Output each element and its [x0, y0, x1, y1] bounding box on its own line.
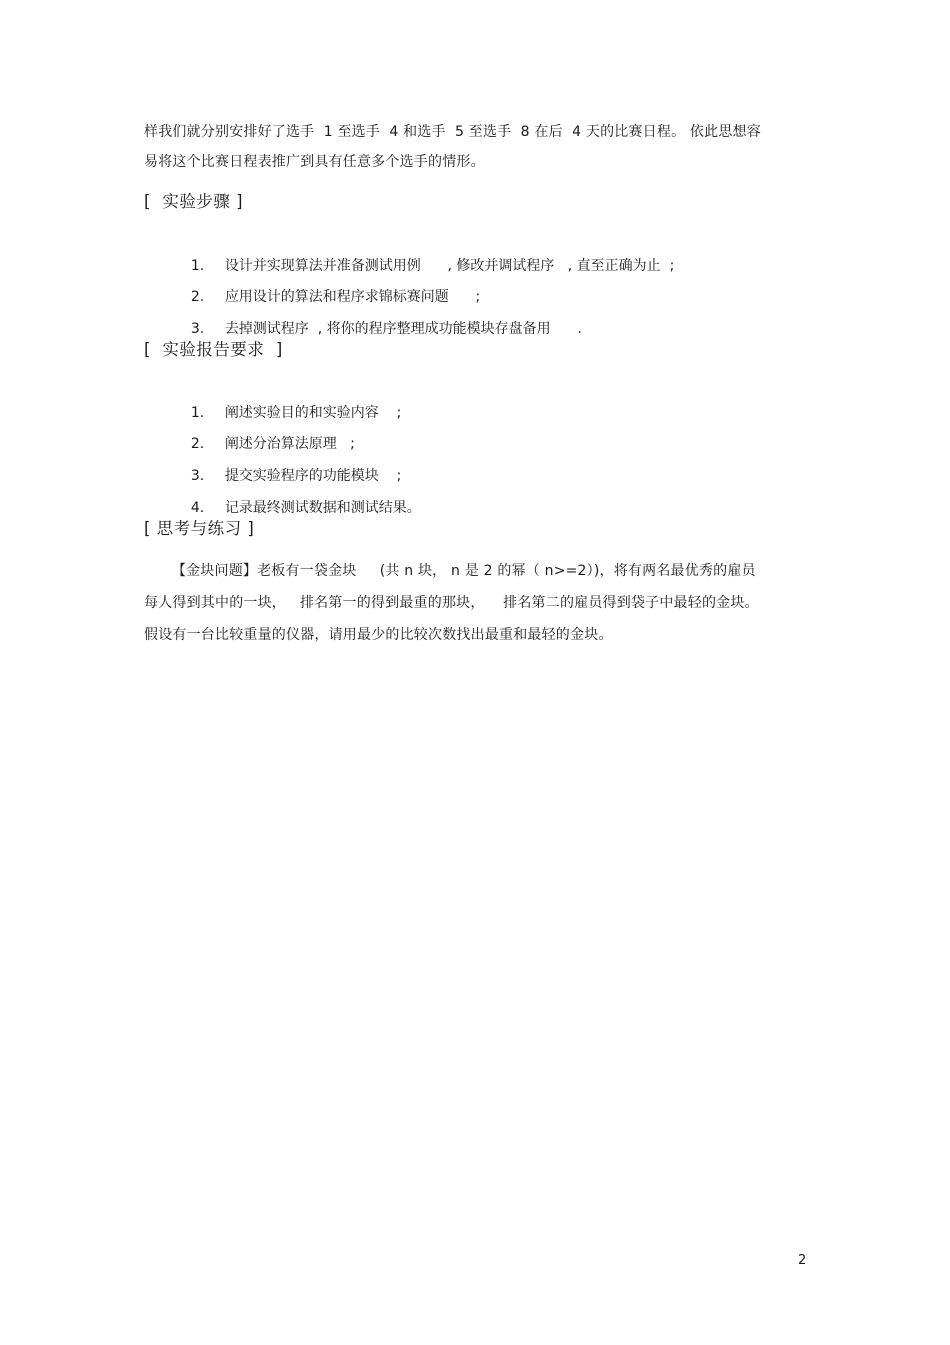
report-item-number: 4.	[190, 500, 205, 516]
exercise-line-3: 假设有一台比较重量的仪器，请用最少的比较次数找出最重和最轻的金块。	[144, 627, 613, 643]
report-heading: [ 实验报告要求 ]	[144, 340, 283, 359]
steps-item-number: 2.	[190, 289, 205, 305]
exercise-line-2: 每人得到其中的一块， 排名第一的得到最重的那块， 排名第二的雇员得到袋子中最轻的金块。	[144, 595, 759, 611]
steps-item-number: 3.	[190, 321, 205, 337]
intro-line-1: 样我们就分别安排好了选手 1 至选手 4 和选手 5 至选手 8 在后 4 天的比赛日程。 依此思想容	[144, 124, 761, 140]
steps-heading: [ 实验步骤 ]	[144, 192, 244, 211]
steps-item-text: 应用设计的算法和程序求锦标赛问题 ;	[224, 289, 481, 305]
steps-item-number: 1.	[190, 258, 205, 274]
steps-item-text: 设计并实现算法并准备测试用例 , 修改并调试程序 , 直至正确为止 ;	[224, 258, 675, 274]
report-item-text: 提交实验程序的功能模块 ;	[224, 468, 402, 484]
steps-item-text: 去掉测试程序 , 将你的程序整理成功能模块存盘备用 .	[224, 321, 582, 337]
report-item-text: 记录最终测试数据和测试结果。	[224, 500, 421, 516]
report-item-text: 阐述分治算法原理 ;	[224, 436, 355, 452]
report-item-text: 阐述实验目的和实验内容 ;	[224, 405, 402, 421]
exercise-heading: [ 思考与练习 ]	[144, 519, 255, 538]
page-number: 2	[798, 1253, 807, 1268]
report-item-number: 3.	[190, 468, 205, 484]
report-item-number: 1.	[190, 405, 205, 421]
intro-line-2: 易将这个比赛日程表推广到具有任意多个选手的情形。	[144, 154, 485, 170]
exercise-line-1: 【金块问题】老板有一袋金块 (共 n 块， n 是 2 的幂（ n>=2）)，将有两名最优秀的雇员	[144, 563, 756, 579]
report-item-number: 2.	[190, 436, 205, 452]
